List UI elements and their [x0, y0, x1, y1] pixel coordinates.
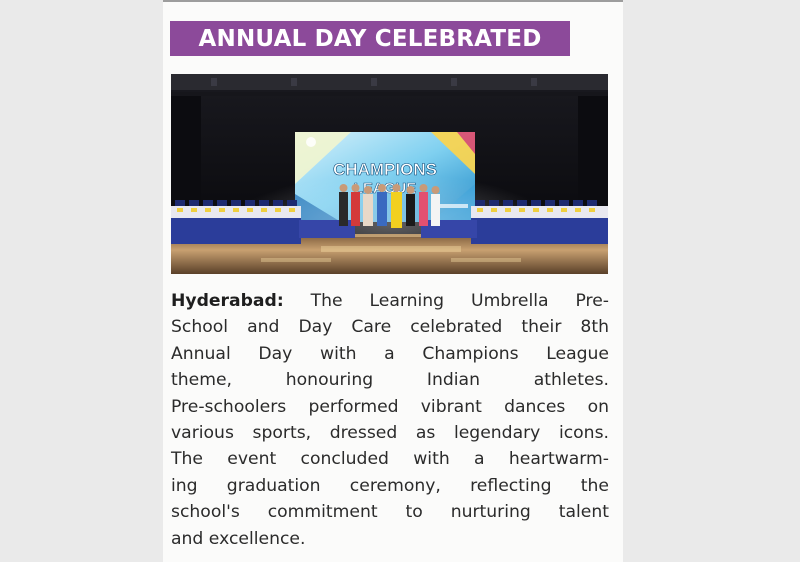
children-right [471, 200, 608, 244]
article-line-6: various sports, dressed as legendary icons. [171, 422, 609, 443]
ceiling-truss [171, 74, 608, 90]
top-rule [163, 0, 623, 2]
article-line-10: and excellence. [171, 528, 306, 549]
headline: ANNUAL DAY CELEBRATED [198, 25, 542, 52]
headline-banner [170, 21, 570, 56]
article-line-8: ing graduation ceremony, reflecting the [171, 475, 609, 496]
article-line-7: The event concluded with a heartwarm- [171, 449, 609, 470]
article-body [171, 288, 609, 552]
article-line-1 [171, 288, 609, 314]
event-photo [171, 74, 608, 274]
article-line-2: School and Day Care celebrated their 8th [171, 317, 609, 338]
children-left [171, 200, 301, 244]
dateline: Hyderabad: [171, 291, 284, 311]
article-line-5: Pre-schoolers performed vibrant dances on [171, 396, 609, 417]
article-line-4: theme, honouring Indian athletes. [171, 370, 609, 391]
article-line-3: Annual Day with a Champions League [171, 343, 609, 364]
article-line-1-text: The Learning Umbrella Pre- [283, 291, 609, 311]
article-line-9: school's commitment to nurturing talent [171, 502, 609, 523]
screen-logo-icon [306, 137, 316, 147]
